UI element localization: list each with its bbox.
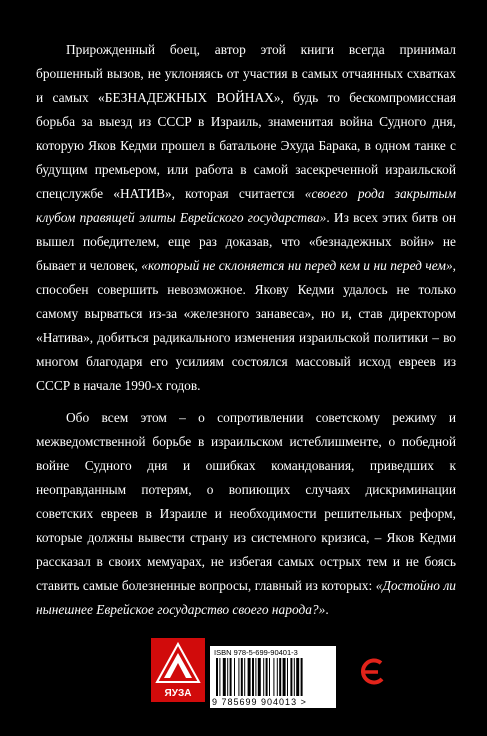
barcode-icon — [216, 658, 328, 696]
isbn-barcode — [210, 646, 336, 708]
barcode-digits: 9 785699 904013 > — [212, 697, 307, 707]
p1-quote-1: «своего рода закрытым клубом правящей элиты Еврейского государства» — [36, 186, 456, 225]
yauza-emblem-icon — [151, 638, 205, 702]
p2-text-2: . — [325, 602, 329, 617]
p1-text-1: Прирожденный боец, автор этой книги всегда принимал брошенный вызов, не уклоняясь от участия в самых отчаянных схватках и самых «БЕЗНАДЕЖНЫХ ВОЙНАХ», будь то бескомпромиссная борьба за выезд из СССР в Израиль, знаменитая война Судного дня, которую Яков Кедми прошел в батальоне Эхуда Барака, в одном танке с будущим премьером, или работа в самой засекреченной израильской спецслужбе «НАТИВ», которая считается — [36, 42, 456, 201]
p1-text-2: . Из всех этих битв он вышел победителем, еще раз доказав, что «безнадежных войн» не бывает и человек, — [36, 210, 456, 273]
paragraph-1 — [36, 38, 456, 398]
p2-quote-1: «Достойно ли нынешнее Еврейское государство своего народа?» — [36, 578, 456, 617]
p1-text-3: , способен совершить невозможное. Якову Кедми удалось не только самому вырваться из-за «железного занавеса», но и, став директором «Натива», добиться радикального изменения израильской политики – во многом благодаря его усилиям состоялся массовый исход евреев из СССР в начале 1990-х годов. — [36, 258, 456, 393]
isbn-label: ISBN 978-5-699-90401-3 — [214, 648, 298, 657]
yauza-publisher-logo — [151, 638, 205, 702]
eksmo-logo-icon — [359, 657, 385, 687]
back-cover-text — [36, 38, 456, 622]
p1-quote-2: «который не склоняется ни перед кем и ни перед чем» — [141, 258, 453, 273]
paragraph-2 — [36, 406, 456, 622]
yauza-logo-text: ЯУЗА — [164, 688, 192, 699]
p2-text-1: Обо всем этом – о сопротивлении советскому режиму и межведомственной борьбе в израильском истеблишменте, о победной войне Судного дня и ошибках командования, приведших к неоправданным потерям, о вопиющих случаях дискриминации советских евреев в Израиле и необходимости решительных реформ, которые должны вывести страну из системного кризиса, – Яков Кедми рассказал в своих мемуарах, не избегая самых острых тем и не боясь ставить самые болезненные вопросы, главный из которых: — [36, 410, 456, 593]
